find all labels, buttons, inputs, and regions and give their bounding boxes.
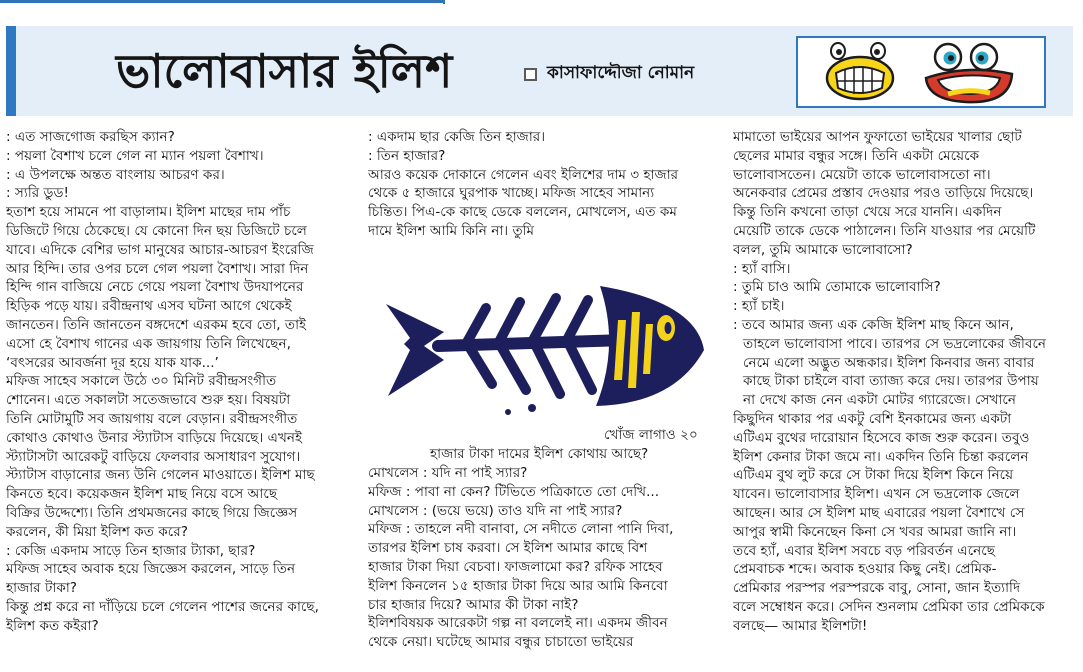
text-line: হাজার টাকা দিয়া বেচবা। ফাজলামো কর? রফিক সাহেব [368, 558, 663, 575]
text-line: বলল, তুমি আমাকে ভালোবাসো? [733, 241, 913, 258]
article-column-2-bottom [368, 464, 713, 652]
text-line: কিন্তু প্রশ্ন করে না দাঁড়িয়ে চলে গেলেন পাশের জনের কাছে, [6, 598, 319, 615]
text-line: : এ উপলক্ষে অন্তত বাংলায় আচরণ কর। [6, 166, 225, 183]
fish-skeleton-icon [374, 262, 708, 427]
text-line: ইলিশবিষয়ক আরেকটা গল্প না বললেই না। একদম জীবন [368, 615, 668, 632]
text-line: হতাশ হয়ে সামনে পা বাড়ালাম। ইলিশ মাছের দাম পাঁচ [6, 204, 291, 221]
text-line: মফিজ সাহেব অবাক হয়ে জিজ্ঞেস করলেন, সাড়ে তিন [6, 561, 296, 578]
text-line: করলেন, কী মিয়া ইলিশ কত করে? [6, 523, 188, 540]
text-line: আপুর স্বামী কিনেছেন কিনা সে খবর আমরা জানি না। [733, 523, 1017, 540]
article-column-2-top [368, 128, 713, 241]
text-line: বিক্রির উদ্দেশ্যে। তিনি প্রথমজনের কাছে গিয়ে জিজ্ঞেস [6, 504, 298, 521]
text-line: : তিন হাজার? [368, 147, 446, 164]
text-line: মামাতো ভাইয়ের আপন ফুফাতো ভাইয়ের খালার ছোট [733, 129, 1022, 145]
cartoon-grinning-faces-icon [796, 36, 1046, 108]
text-line: : কেজি একদাম সাড়ে তিন হাজার ট্যাকা, ছার? [6, 542, 256, 559]
article-column-3 [733, 128, 1078, 636]
author-name: কাসাফাদ্দৌজা নোমান [547, 63, 695, 83]
article-headline: ভালোবাসার ইলিশ [116, 44, 453, 98]
text-line: থেকে ৫ হাজারে ঘুরপাক খাচ্ছে। মফিজ সাহেব সামান্য [368, 185, 655, 202]
text-line: : তুমি চাও আমি তোমাকে ভালোবাসি? [733, 279, 941, 296]
fish-skeleton-drawing [374, 262, 708, 427]
text-line: আছেন। আর সে ইলিশ মাছ এবারের পয়লা বৈশাখে সে [733, 504, 1025, 521]
text-line: যাবে। এদিকে বেশির ভাগ মানুষের আচার-আচরণ ইংরেজি [6, 241, 314, 258]
text-line: স্ট্যাটাসটা আরেকটু বাড়িয়ে ফেলবার অসাধারণ সুযোগ। [6, 448, 301, 465]
text-line: : একদাম ছার কেজি তিন হাজার। [368, 129, 546, 145]
text-line: তারপর ইলিশ চাষ করবা। সে ইলিশ আমার কাছে বিশ [368, 540, 648, 557]
text-line: এসো হে বৈশাখ গানের এক জায়গায় তিনি লিখেছেন, [6, 335, 291, 352]
text-line: অনেকবার প্রেমের প্রস্তাব দেওয়ার পরও তাড়িয়ে দিয়েছে। [733, 185, 1034, 202]
text-line: ইলিশ কত কইরা? [6, 617, 99, 634]
text-line: : হ্যাঁ বাসি। [733, 260, 791, 277]
cartoon-faces-drawing [798, 38, 1044, 106]
text-line: কিছুদিন থাকার পর একটু বেশি ইনকামের জন্য একটা [733, 410, 1012, 427]
text-line: মোখলেস : যদি না পাই স্যার? [368, 465, 528, 481]
text-line: শোনেন। এতে সকালটা সতেজভাবে শুরু হয়। বিষয়টা [6, 392, 291, 409]
text-line: কোথাও কোথাও উনার স্ট্যাটাস বাড়িয়ে দিয়েছে। এখনই [6, 429, 303, 446]
text-line: : হ্যাঁ চাই। [733, 298, 785, 315]
text-line: ‘বৎসরের আবর্জনা দূর হয়ে যাক যাক...’ [6, 354, 219, 371]
text-line: মফিজ : তাহলে নদী বানাবা, সে নদীতে লোনা পানি দিবা, [368, 521, 674, 538]
text-line: আরও কয়েক দোকানে গেলেন এবং ইলিশের দাম ৩ হাজার [368, 166, 679, 183]
square-bullet-icon [524, 68, 537, 81]
text-line: মেয়েটি তাকে ডেকে পাঠালেন। তিনি যাওয়ার পর মেয়েটি [733, 222, 1036, 239]
text-line: এটিএম বুথ লুট করে সে টাকা দিয়ে ইলিশ কিনে নিয়ে [733, 467, 1014, 484]
text-line: তাহলে ভালোবাসা পাবে। তারপর সে ভদ্রলোকের জীবনে [743, 335, 1047, 352]
text-line: হাজার টাকা? [6, 580, 78, 597]
text-line: ইলিশ কিনলেন ১৫ হাজার টাকা দিয়ে আর আমি কিনবো [368, 577, 668, 594]
text-line: দামে ইলিশ আমি কিনি না। তুমি [368, 222, 535, 239]
text-line: মফিজ : পাবা না কেন? টিভিতে পত্রিকাতে তো দেখি... [368, 483, 660, 500]
text-line: ইলিশ কেনার টাকা জমে না। একদিন তিনি চিন্তা করলেন [733, 448, 1029, 465]
text-line: কিন্তু তিনি কখনো তাড়া খেয়ে সরে যাননি। একদিন [733, 204, 1002, 221]
text-line: ভালোবাসতেন। মেয়েটা তাকে ভালোবাসতো না। [733, 166, 991, 183]
text-line: প্রেমবাচক শব্দে। অবাক হওয়ার কিছু নেই। প্রেমিক- [733, 561, 997, 578]
text-line: মোখলেস : (ভয়ে ভয়ে) তাও যদি না পাই স্যার? [368, 502, 623, 519]
top-rule [0, 0, 445, 3]
text-line: হিড়িক পড়ে যায়। রবীন্দ্রনাথ এসব ঘটনা আগে থেকেই [6, 298, 292, 315]
text-line: জানতেন। তিনি জানতেন বঙ্গদেশে এরকম হবে তো, তাই [6, 316, 307, 333]
text-line: ছেলের মামার বন্ধুর সঙ্গে। তিনি একটা মেয়েকে [733, 147, 980, 164]
text-line: কাছে টাকা চাইলে বাবা ত্যাজ্য করে দেয়। তারপর উপায় [743, 373, 1039, 390]
text-line: আর হিন্দি। তার ওপর চলে গেল পয়লা বৈশাখ। সারা দিন [6, 260, 309, 277]
header-band [6, 26, 1073, 116]
text-line: থেকে নেয়া। ঘটেছে আমার বন্ধুর চাচাতো ভাইয়ের [368, 634, 634, 651]
byline [524, 60, 694, 88]
text-line: : তবে আমার জন্য এক কেজি ইলিশ মাছ কিনে আন, [733, 316, 1014, 333]
text-line: স্ট্যাটাস বাড়ানোর জন্য উনি গেলেন মাওয়াতে। ইলিশ মাছ [6, 467, 315, 484]
text-line: না দেখে কাজ নেন একটা মোটর গ্যারেজে। সেখানে [743, 392, 1016, 409]
text-line: প্রেমিকার পরস্পর পরস্পরকে বাবু, সোনা, জান ইত্যাদি [733, 580, 1021, 597]
text-line: নেমে এলো অদ্ভুত অন্ধকার। ইলিশ কিনবার জন্য বাবার [743, 354, 1035, 371]
text-line: হিন্দি গান বাজিয়ে নেচে গেয়ে পয়লা বৈশাখ উদযাপনের [6, 279, 304, 296]
image-caption-line-2: হাজার টাকা দামের ইলিশ কোথায় আছে? [430, 446, 649, 462]
article-column-1 [6, 128, 354, 636]
text-line: ডিজিটে গিয়ে ঠেকেছে। যে কোনো দিন ছয় ডিজিটে চলে [6, 222, 307, 239]
text-line: চার হাজার দিয়ে? আমার কী টাকা নাই? [368, 596, 579, 613]
text-line: এটিএম বুথের দারোয়ান হিসেবে কাজ শুরু করেন। তবুও [733, 429, 1030, 446]
image-caption-line-1: খোঁজ লাগাও ২০ [604, 427, 698, 443]
text-line: বলে সম্বোধন করে। সেদিন শুনলাম প্রেমিকা তার প্রেমিককে [733, 598, 1045, 615]
text-line: তিনি মোটামুটি সব জায়গায় বলে বেড়ান। রবীন্দ্রসংগীত [6, 410, 298, 427]
text-line: চিন্তিত। পিএ-কে কাছে ডেকে বললেন, মোখলেস, এত কম [368, 204, 677, 221]
text-line: : পয়লা বৈশাখ চলে গেল না ম্যান পয়লা বৈশাখ। [6, 147, 264, 164]
text-line: তবে হ্যাঁ, এবার ইলিশ সবচে বড় পরিবর্তন এনেছে [733, 542, 995, 559]
text-line: বলছে— আমার ইলিশটা! [733, 617, 868, 634]
text-line: মফিজ সাহেব সকালে উঠে ৩০ মিনিট রবীন্দ্রসংগীত [6, 373, 277, 390]
text-line: কিনতে হবে। কয়েকজন ইলিশ মাছ নিয়ে বসে আছে [6, 486, 278, 503]
text-line: যাবেন। ভালোবাসার ইলিশ। এখন সে ভদ্রলোক জেলে [733, 486, 1020, 503]
text-line: : স্যরি ডুড! [6, 185, 69, 202]
text-line: : এত সাজগোজ করছিস ক্যান? [6, 129, 175, 145]
